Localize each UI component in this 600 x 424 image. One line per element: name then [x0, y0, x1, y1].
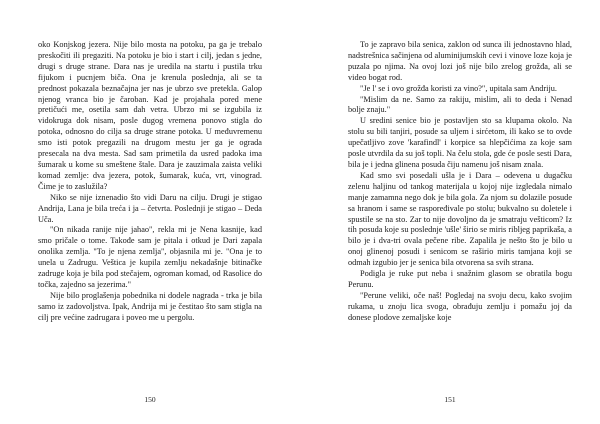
right-text-column [348, 40, 572, 324]
paragraph: oko Konjskog jezera. Nije bilo mosta na potoku, pa ga je trebalo preskočiti ili pregaziti. Na potoku je bio i start i cilj, jedan s jedne, drugi s druge strane. Dara nas je uredila na startu i pustila trku fijukom i pucnjem biča. Ona je krenula poslednja, ali se ta prednost pokazala beznačajna jer nas je ubrzo sve pretekla. Galop njenog vranca bio je čaroban. Kad je projahala pored mene pretičući me, osetila sam dah vetra. Ubrzo mi se izgubila iz vidokruga dok nisam, posle dugog vremena ponovo stigla do potoka, odnosno do cilja sa druge strane potoka. U međuvremenu smo isti potok pregazili na drugom mestu jer ga je ograda presecala na dva mesta. Sad sam primetila da usred padoka ima šumarak u kome su smeštene štale. Dara je zauzimala zaista veliki komad zemlje: dva jezera, potok, šumarak, kuća, vrt, vinograd. Čime je to zaslužila? [38, 40, 262, 191]
paragraph: "Mislim da ne. Samo za rakiju, mislim, ali to deda i Nenad bolje znaju." [348, 94, 572, 115]
paragraph: To je zapravo bila senica, zaklon od sunca ili jednostavno hlad, nadstrešnica sačinjena od aluminijumskih cevi i vinove loze koja je puzala po njima. Na ovoj lozi još nije bilo zrelog grožđa, ali se video bogat rod. [348, 40, 572, 82]
paragraph: Niko se nije iznenadio što vidi Daru na cilju. Drugi je stigao Andrija, Lana je bila treća i ja – četvrta. Poslednji je stigao – Deda Uča. [38, 192, 262, 224]
paragraph: Podigla je ruke put neba i snažnim glasom se obratila bogu Perunu. [348, 269, 572, 289]
right-page [300, 0, 600, 424]
paragraph: Kad smo svi posedali ušla je i Dara – odevena u dugačku zelenu haljinu od tankog materijala u kojoj nije izgledala nimalo manje zamamna nego dok je bila gola. Za njom su dolazile posude sa hranom i same se raspoređivale po stolu; bukvalno su doletele i spustile se na sto. Zar to nije dovoljno da je smatraju vešticom? Iz tih posuda koje su poslednje 'ušle' širio se miris ribljeg paprikaša, a bilo je i dva-tri ovala pečene ribe. Zapalila je nešto što je bilo u onoj glinenoj posudi i senicom se raširio miris tamjana koji se odmah izgubio jer je senica bila otvorena sa svih strana. [348, 170, 572, 268]
paragraph: "Je l' se i ovo grožđa koristi za vino?", upitala sam Andriju. [360, 83, 557, 93]
paragraph: "On nikada ranije nije jahao", rekla mi je Nena kasnije, kad smo pričale o tome. Takođe sam je pitala i otkud je Dari zapala onolika zemlja. "To je njena zemlja", objasnila mi je. "Ona je to unela u Zadrugu. Veštica je kupila zemlju nekadašnje bitinačke zadruge koja je bila pod stečajem, ogroman komad, od Rasolice do točka, zajedno sa jezerima." [38, 225, 262, 289]
page-number: 150 [144, 395, 156, 404]
paragraph: Nije bilo proglašenja pobednika ni dodele nagrada - trka je bila samo iz zadovoljstva. Ipak, Andrija mi je čestitao što sam stigla na cilj pre većine zadrugara i poveo me u pergolu. [38, 290, 262, 322]
page-number: 151 [444, 395, 456, 404]
paragraph: U sredini senice bio je postavljen sto sa klupama okolo. Na stolu su bili tanjiri, posude sa uljem i sirćetom, ili kako se to ovde upečatljivo zove 'karafindl' i korpice sa hlepčićima za koje sam posle utvrdila da su još topli. Na čelu stola, gde će posle sesti Dara, bila je i jedna glinena posuda čiju namenu još nisam znala. [348, 116, 572, 169]
left-text-column [38, 40, 262, 324]
paragraph: "Perune veliki, oče naš! Pogledaj na svoju decu, kako svojim rukama, u znoju lica svoga, obrađuju zemlju i pomažu joj da donese plodove zemaljske koje [348, 290, 572, 322]
